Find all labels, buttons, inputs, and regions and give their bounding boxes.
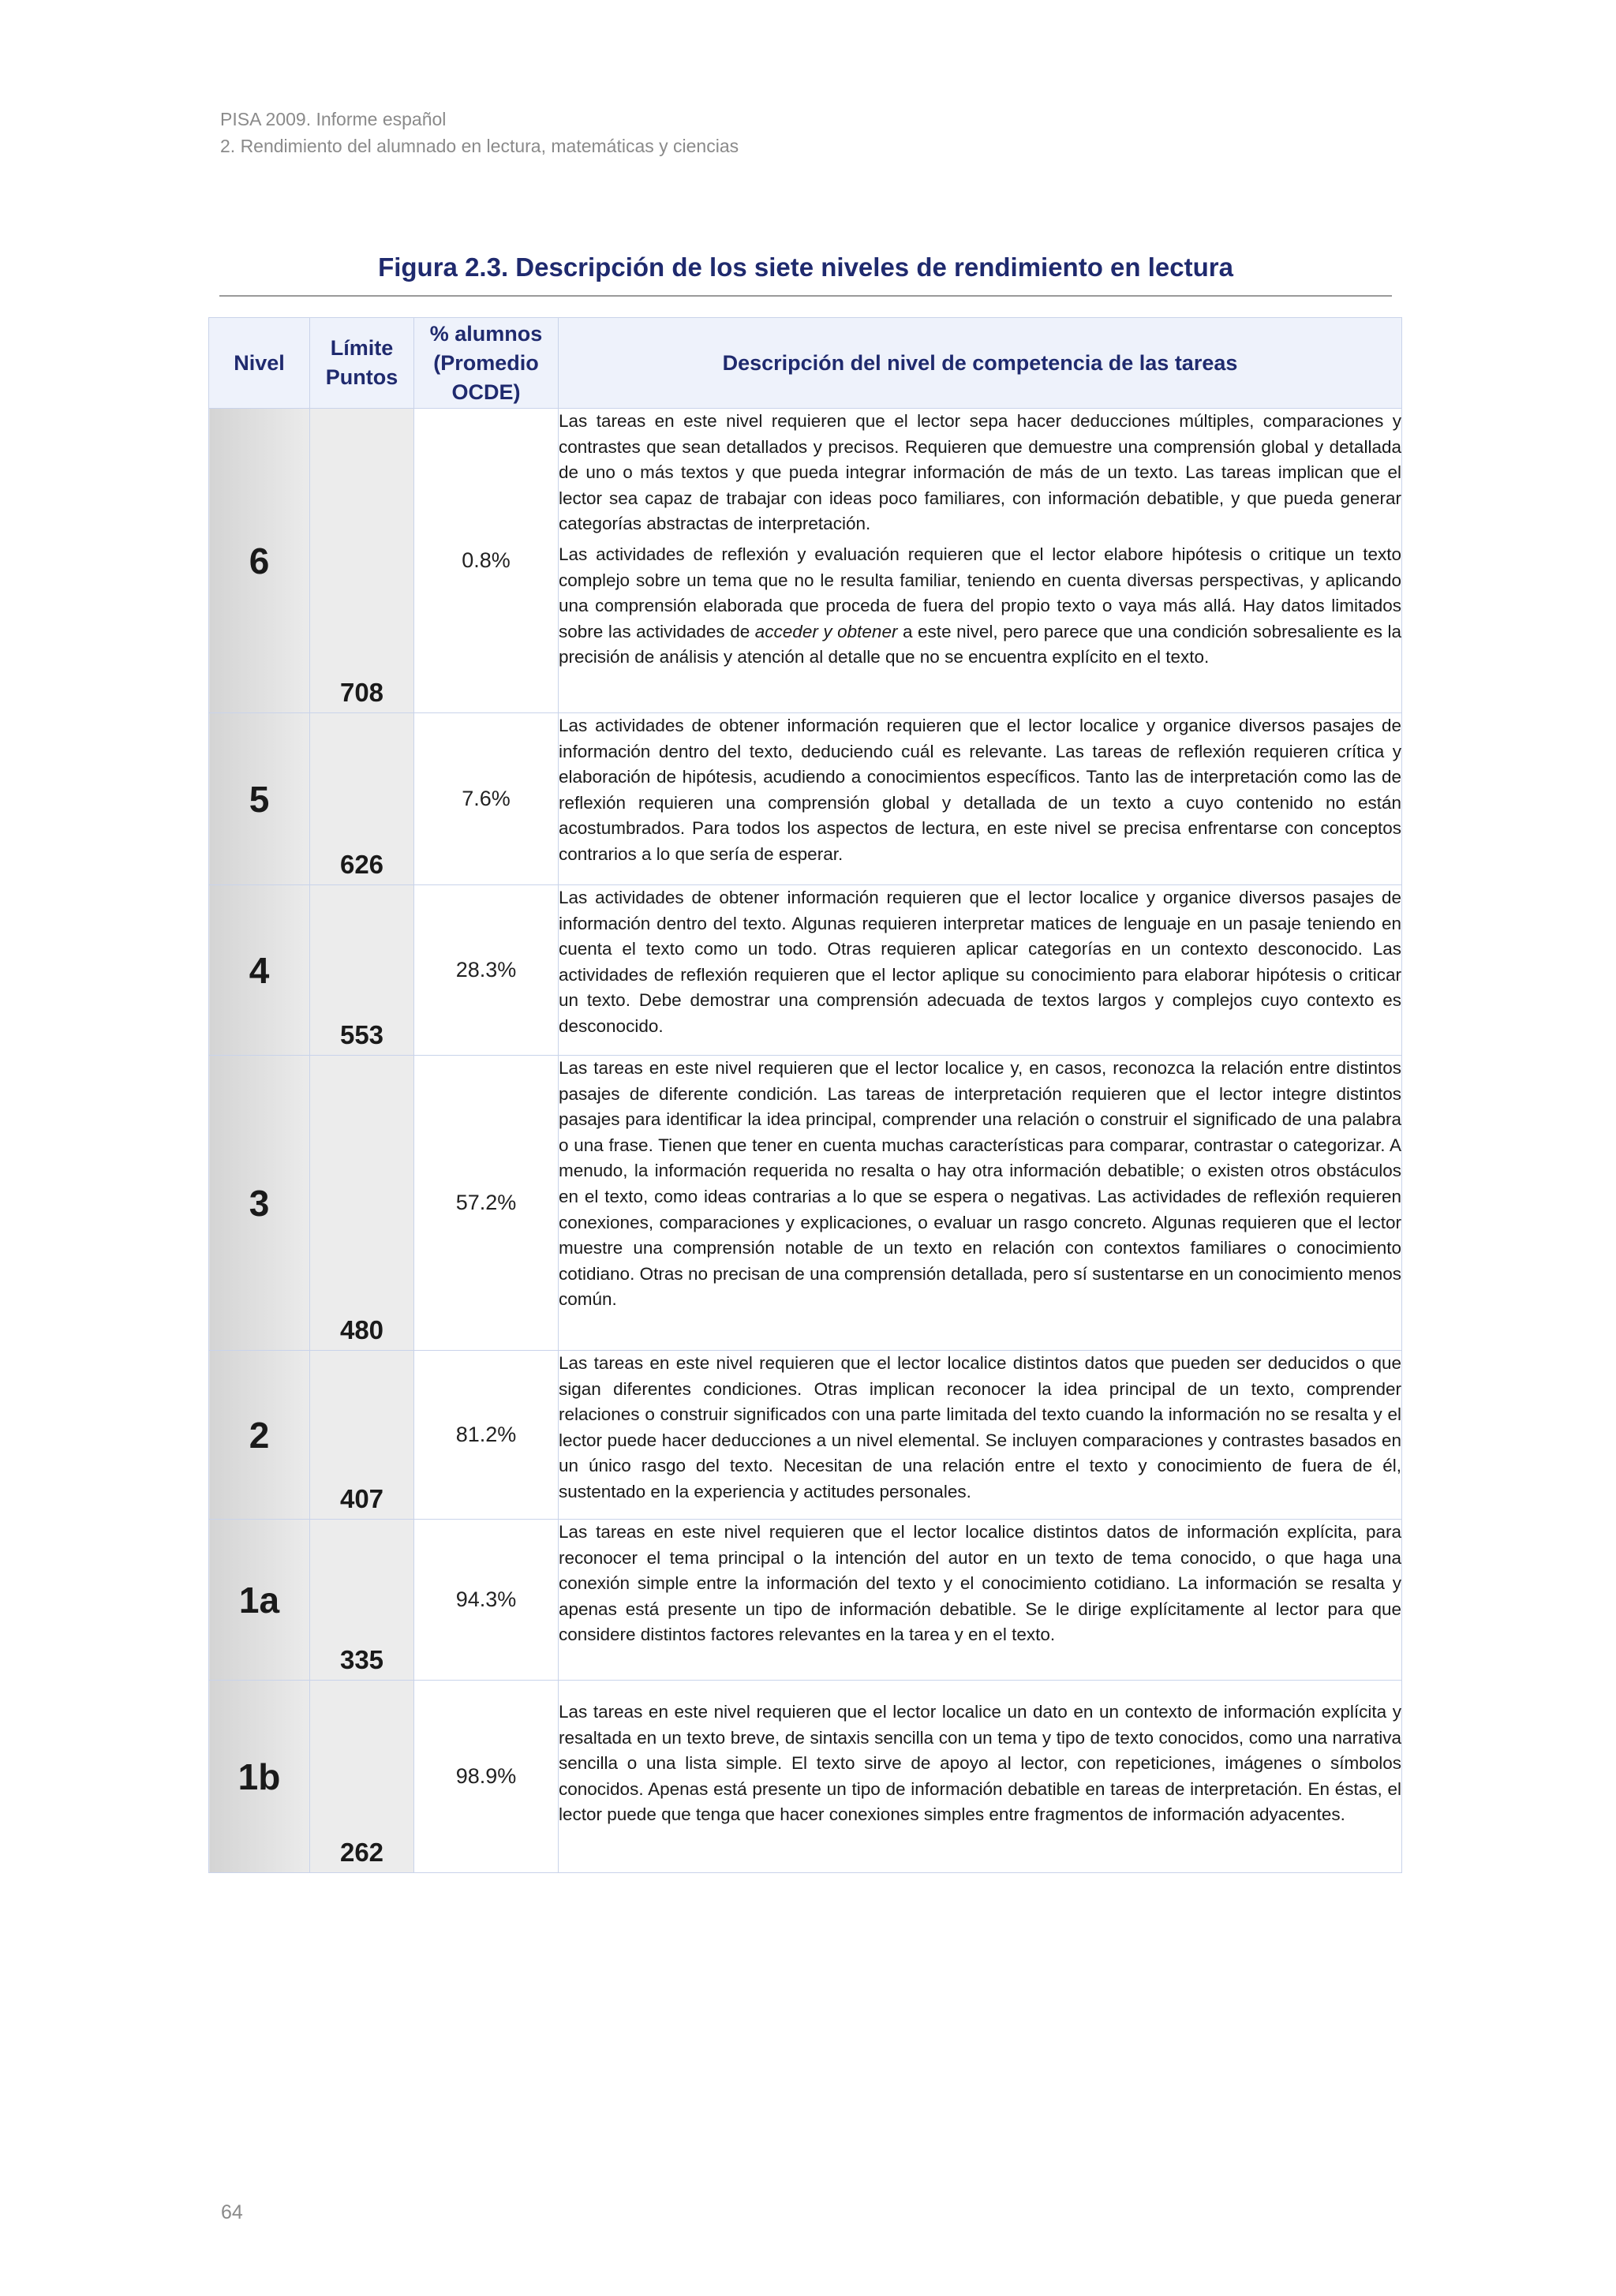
percent-cell: 81.2% bbox=[414, 1351, 559, 1520]
limit-cell bbox=[310, 1681, 414, 1873]
percent-cell: 28.3% bbox=[414, 885, 559, 1056]
running-header-title: PISA 2009. Informe español bbox=[220, 109, 447, 129]
limit-value: 480 bbox=[339, 1315, 384, 1344]
limit-cell bbox=[310, 713, 414, 885]
title-rule bbox=[219, 295, 1392, 297]
description-paragraph: Las tareas en este nivel requieren que el lector localice y, en casos, reconozca la relación entre distintos pasajes de diferente condición. Las tareas de interpretación requieren que el lector integre distintos pasajes para identificar la idea principal, comprender una relación o construir el significado de una palabra o una frase. Tienen que tener en cuenta muchas características para comparar, contrastar o categorizar. A menudo, la información requerida no resalta o hay otra información debatible; o existen otros obstáculos en el texto, como ideas contrarias a lo que se espera o negativas. Las actividades de reflexión requieren conexiones, comparaciones y explicaciones, o evaluar un rasgo concreto. Algunas requieren que el lector muestre una comprensión notable de un texto en relación con contextos familiares o conocimiento cotidiano. Otras no precisan de una comprensión detallada, pero sí sustentarse en un conocimiento menos común. bbox=[559, 1058, 1401, 1310]
table-row-level-2 bbox=[209, 1351, 1402, 1520]
description-cell bbox=[559, 885, 1402, 1056]
description-emphasis: acceder y obtener bbox=[754, 621, 898, 641]
description-cell bbox=[559, 409, 1402, 713]
percent-cell: 0.8% bbox=[414, 409, 559, 713]
description-paragraph: Las tareas en este nivel requieren que el lector localice un dato en un contexto de información explícita y resaltada en un texto breve, de sintaxis sencilla con un tema y tipo de texto conocidos, como una narrativa sencilla o una lista simple. El texto sirve de apoyo al lector, con repeticiones, imágenes o símbolos conocidos. Apenas está presente un tipo de información debatible en tareas de interpretación. En éstas, el lector puede que tenga que hacer conexiones simples entre fragmentos de información adyacentes. bbox=[559, 1702, 1401, 1825]
table-row-level-1a bbox=[209, 1520, 1402, 1681]
percent-cell: 7.6% bbox=[414, 713, 559, 885]
description-text: Las actividades de reflexión y evaluación requieren que el lector elabore hipótesis o critique un texto complejo sobre un tema que no le resulta familiar, teniendo en cuenta diversas perspectivas, y aplicando una comprensión elaborada que proceda de fuera del propio texto o vaya más allá. Hay datos limitados sobre las actividades de bbox=[559, 544, 1401, 641]
limit-value: 262 bbox=[339, 1838, 384, 1867]
description-cell bbox=[559, 1351, 1402, 1520]
limit-value: 335 bbox=[339, 1645, 384, 1674]
percent-cell: 57.2% bbox=[414, 1056, 559, 1351]
table-row-level-1b bbox=[209, 1681, 1402, 1873]
description-paragraph: Las actividades de obtener información requieren que el lector localice y organice diversos pasajes de información dentro del texto. Algunas requieren interpretar matices de lenguaje en un pasaje teniendo en cuenta el texto como un todo. Otras requieren aplicar categorías en un contexto desconocido. Las actividades de reflexión requieren que el lector aplique su conocimiento para elaborar hipótesis o criticar un texto. Debe demostrar una comprensión adecuada de textos largos y complejos cuyo contexto es desconocido. bbox=[559, 888, 1401, 1036]
level-cell: 6 bbox=[209, 409, 310, 713]
description-cell bbox=[559, 1056, 1402, 1351]
table-header-row bbox=[209, 318, 1402, 409]
header-desc: Descripción del nivel de competencia de las tareas bbox=[559, 318, 1402, 409]
limit-cell bbox=[310, 1351, 414, 1520]
header-nivel: Nivel bbox=[209, 318, 310, 409]
level-cell: 3 bbox=[209, 1056, 310, 1351]
limit-value: 626 bbox=[339, 850, 384, 879]
limit-cell bbox=[310, 1520, 414, 1681]
level-cell: 1a bbox=[209, 1520, 310, 1681]
percent-cell: 98.9% bbox=[414, 1681, 559, 1873]
running-header-chapter: 2. Rendimiento del alumnado en lectura, matemáticas y ciencias bbox=[220, 136, 739, 156]
percent-cell: 94.3% bbox=[414, 1520, 559, 1681]
limit-value: 708 bbox=[339, 678, 384, 707]
description-paragraph: Las tareas en este nivel requieren que el lector localice distintos datos de información explícita, para reconocer el tema principal o la intención del autor en un texto de tema conocido, o que haga una conexión simple entre la información del texto y el conocimiento cotidiano. La información se resalta y apenas está presente un tipo de información debatible. Se le dirige explícitamente al lector para que considere distintos factores relevantes en la tarea y en el texto. bbox=[559, 1522, 1401, 1645]
table-row-level-3 bbox=[209, 1056, 1402, 1351]
description-paragraph bbox=[559, 542, 1401, 671]
table-row-level-4 bbox=[209, 885, 1402, 1056]
limit-cell bbox=[310, 1056, 414, 1351]
header-limite: Límite Puntos bbox=[310, 318, 414, 409]
reading-levels-table bbox=[208, 317, 1402, 1873]
figure-title: Figura 2.3. Descripción de los siete niveles de rendimiento en lectura bbox=[378, 252, 1233, 282]
header-pct: % alumnos (Promedio OCDE) bbox=[414, 318, 559, 409]
level-cell: 4 bbox=[209, 885, 310, 1056]
description-cell bbox=[559, 1520, 1402, 1681]
running-header bbox=[220, 106, 739, 159]
table-row-level-5 bbox=[209, 713, 1402, 885]
limit-value: 553 bbox=[339, 1020, 384, 1049]
description-paragraph: Las actividades de obtener información requieren que el lector localice y organice diversos pasajes de información dentro del texto, deduciendo cuál es relevante. Las tareas de reflexión requieren crítica y elaboración de hipótesis, acudiendo a conocimientos específicos. Tanto las de interpretación como las de reflexión requieren una comprensión global y detallada de un texto a cuyo contenido no están acostumbrados. Para todos los aspectos de lectura, en este nivel se precisa enfrentarse con conceptos contrarios a lo que sería de esperar. bbox=[559, 716, 1401, 864]
description-cell bbox=[559, 713, 1402, 885]
table-row-level-6 bbox=[209, 409, 1402, 713]
description-paragraph: Las tareas en este nivel requieren que el lector localice distintos datos que pueden ser deducidos o que sigan diferentes condiciones. Otras implican reconocer la idea principal de un texto, comprender relaciones o construir significados con una parte limitada del texto cuando la información no se resalta y el lector puede hacer deducciones a un nivel elemental. Se incluyen comparaciones y contrastes basados en un único rasgo del texto. Necesitan de una relación entre el texto y conocimiento de fuera de él, sustentado en la experiencia y actitudes personales. bbox=[559, 1353, 1401, 1501]
level-cell: 2 bbox=[209, 1351, 310, 1520]
description-text: a este nivel, pero parece que una condición sobresaliente es la precisión de análisis y atención al detalle que no se encuentra explícito en el texto. bbox=[559, 621, 1401, 667]
page-number: 64 bbox=[221, 2201, 243, 2223]
description-cell bbox=[559, 1681, 1402, 1873]
description-paragraph: Las tareas en este nivel requieren que el lector sepa hacer deducciones múltiples, comparaciones y contrastes que sean detallados y precisos. Requieren que demuestre una comprensión global y detallada de uno o más textos y que pueda integrar información de más de un texto. Las tareas implican que el lector sea capaz de trabajar con ideas poco familiares, con información debatible, y que pueda generar categorías abstractas de interpretación. bbox=[559, 411, 1401, 534]
limit-cell bbox=[310, 409, 414, 713]
limit-cell bbox=[310, 885, 414, 1056]
level-cell: 1b bbox=[209, 1681, 310, 1873]
limit-value: 407 bbox=[339, 1484, 384, 1513]
level-cell: 5 bbox=[209, 713, 310, 885]
